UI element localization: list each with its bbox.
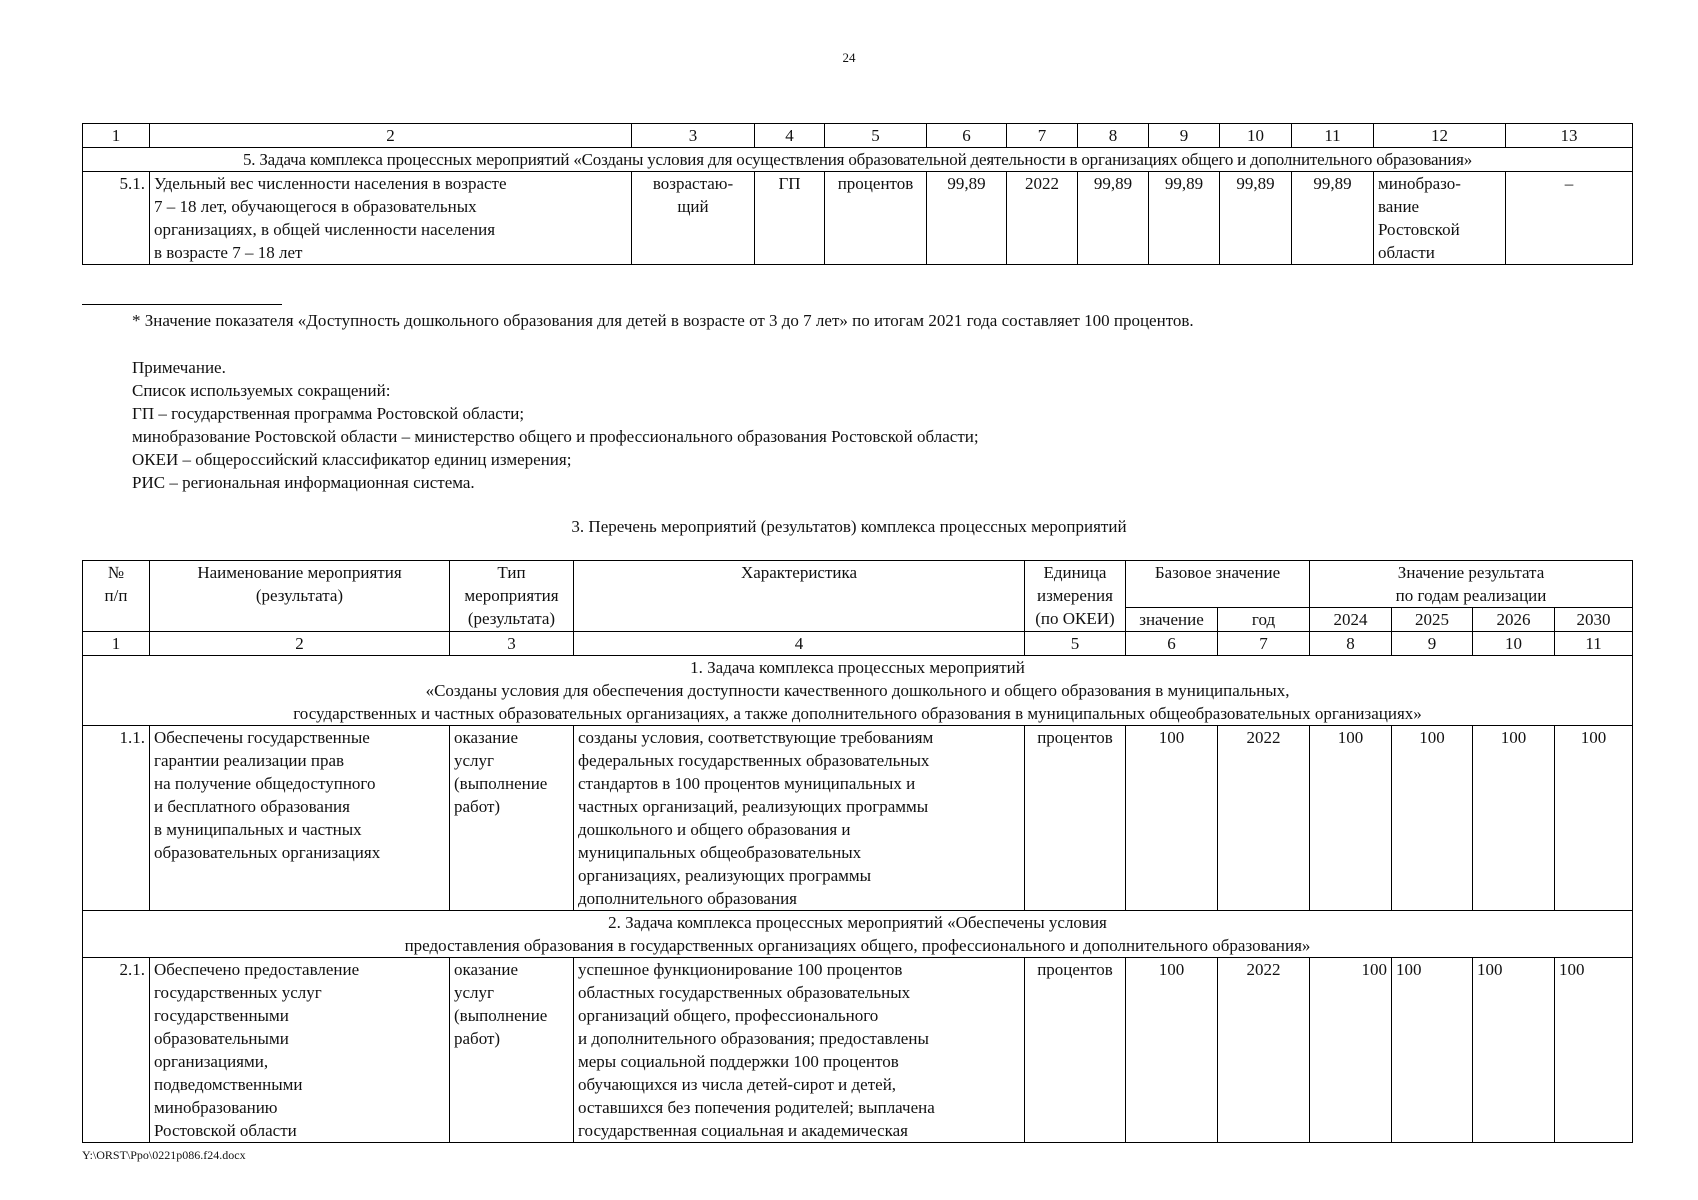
text-line: государственными: [154, 1006, 289, 1025]
text-line: государственных услуг: [154, 983, 322, 1002]
col-number: 6: [1126, 632, 1218, 656]
base-year: 2022: [1218, 726, 1310, 911]
year-value: 100: [1473, 726, 1555, 911]
text-line: государственная социальная и академическая: [578, 1121, 908, 1140]
col-number: 4: [755, 124, 825, 148]
notes-item: ОКЕИ – общероссийский классификатор единиц измерения;: [132, 450, 572, 469]
notes-title: Примечание.: [132, 358, 226, 377]
col-number: 13: [1506, 124, 1633, 148]
text-line: в возрасте 7 – 18 лет: [154, 243, 303, 262]
text-line: на получение общедоступного: [154, 774, 376, 793]
text-line: областных государственных образовательных: [578, 983, 911, 1002]
activity-type: [450, 958, 574, 1143]
col-number: 1: [83, 124, 150, 148]
responsible: [1374, 172, 1506, 265]
text-line: оказание: [454, 960, 519, 979]
base-year: 2022: [1218, 958, 1310, 1143]
link: –: [1506, 172, 1633, 265]
base-value: 100: [1126, 726, 1218, 911]
text-line: муниципальных общеобразовательных: [578, 843, 862, 862]
task-row: [83, 148, 1633, 172]
text-line: образовательными: [154, 1029, 289, 1048]
header-year: 2030: [1555, 608, 1633, 632]
text-line: Ростовской области: [154, 1121, 297, 1140]
text-line: возрастаю-: [652, 174, 734, 193]
table-row: [83, 172, 1633, 265]
activity-type: [450, 726, 574, 911]
unit: процентов: [1025, 726, 1126, 911]
text-line: Наименование мероприятия: [197, 563, 402, 582]
text-line: организациях, в общей численности населения: [154, 220, 496, 239]
col-number: 9: [1392, 632, 1473, 656]
header-year: 2025: [1392, 608, 1473, 632]
indicator-name: [150, 172, 632, 265]
text-line: 1. Задача комплекса процессных мероприятий: [690, 658, 1025, 677]
unit: процентов: [825, 172, 927, 265]
text-line: минобразо-: [1378, 174, 1461, 193]
task-row: [83, 656, 1633, 726]
text-line: работ): [454, 797, 501, 816]
task-row: [83, 911, 1633, 958]
value: 99,89: [1292, 172, 1374, 265]
header-base-year: год: [1218, 608, 1310, 632]
text-line: мероприятия: [464, 586, 559, 605]
col-number: 2: [150, 632, 450, 656]
row-number: 1.1.: [83, 726, 150, 911]
text-line: вание: [1378, 197, 1420, 216]
col-number: 9: [1149, 124, 1220, 148]
header-base: Базовое значение: [1126, 561, 1310, 608]
text-line: минобразованию: [154, 1098, 278, 1117]
header-num: [83, 561, 150, 632]
text-line: гарантии реализации прав: [154, 751, 345, 770]
notes-item: ГП – государственная программа Ростовской области;: [132, 404, 525, 423]
value: 99,89: [1149, 172, 1220, 265]
year-value: 100: [1473, 958, 1555, 1143]
table-row: [83, 726, 1633, 911]
text-line: «Созданы условия для обеспечения доступности качественного дошкольного и общего образования в муниципальных,: [425, 681, 1290, 700]
text-line: услуг: [454, 751, 495, 770]
notes-list-title: Список используемых сокращений:: [132, 381, 391, 400]
header-name: [150, 561, 450, 632]
text-line: и дополнительного образования; предоставлены: [578, 1029, 929, 1048]
header-base-value: значение: [1126, 608, 1218, 632]
col-number: 10: [1473, 632, 1555, 656]
column-numbers-row: [83, 632, 1633, 656]
page-number: 24: [842, 50, 856, 65]
row-number: 5.1.: [83, 172, 150, 265]
notes-item: РИС – региональная информационная система.: [132, 473, 475, 492]
col-number: 6: [927, 124, 1007, 148]
column-numbers-row: [83, 124, 1633, 148]
col-number: 8: [1310, 632, 1392, 656]
text-line: Единица: [1043, 563, 1107, 582]
col-number: 3: [450, 632, 574, 656]
text-line: оказание: [454, 728, 519, 747]
year-value: 100: [1555, 726, 1633, 911]
text-line: работ): [454, 1029, 501, 1048]
text-line: созданы условия, соответствующие требованиям: [578, 728, 934, 747]
indicator-level: ГП: [755, 172, 825, 265]
text-line: Обеспечены государственные: [154, 728, 370, 747]
text-line: 2. Задача комплекса процессных мероприятий «Обеспечены условия: [608, 913, 1107, 932]
col-number: 11: [1292, 124, 1374, 148]
col-number: 3: [632, 124, 755, 148]
notes-item: минобразование Ростовской области – министерство общего и профессионального образования Ростовской области;: [132, 427, 979, 446]
year-value: 100: [1392, 726, 1473, 911]
year-value: 100: [1555, 958, 1633, 1143]
year-value: 100: [1310, 726, 1392, 911]
text-line: Обеспечено предоставление: [154, 960, 360, 979]
year-value: 100: [1310, 958, 1392, 1143]
text-line: (выполнение: [454, 1006, 548, 1025]
text-line: дошкольного и общего образования и: [578, 820, 851, 839]
text-line: (результата): [467, 609, 556, 628]
text-line: обучающихся из числа детей-сирот и детей,: [578, 1075, 897, 1094]
value: 99,89: [1220, 172, 1292, 265]
col-number: 1: [83, 632, 150, 656]
text-line: организациях, реализующих программы: [578, 866, 872, 885]
text-line: подведомственными: [154, 1075, 303, 1094]
text-line: федеральных государственных образовательных: [578, 751, 930, 770]
text-line: Ростовской: [1378, 220, 1460, 239]
header-year: 2026: [1473, 608, 1555, 632]
header-type: [450, 561, 574, 632]
unit: процентов: [1025, 958, 1126, 1143]
activity-name: [150, 726, 450, 911]
col-number: 4: [574, 632, 1025, 656]
text-line: успешное функционирование 100 процентов: [578, 960, 903, 979]
text-line: образовательных организациях: [154, 843, 381, 862]
header-result: [1310, 561, 1633, 608]
text-line: Удельный вес численности населения в возрасте: [154, 174, 507, 193]
col-number: 5: [1025, 632, 1126, 656]
header-row: [83, 561, 1633, 608]
indicator-type: [632, 172, 755, 265]
text-line: и бесплатного образования: [154, 797, 350, 816]
text-line: (результата): [255, 586, 344, 605]
text-line: п/п: [104, 586, 128, 605]
activities-table: [82, 560, 1633, 1143]
header-characteristic: Характеристика: [574, 561, 1025, 632]
col-number: 10: [1220, 124, 1292, 148]
activity-characteristic: [574, 726, 1025, 911]
text-line: оставшихся без попечения родителей; выплачена: [578, 1098, 935, 1117]
header-unit: [1025, 561, 1126, 632]
value: 99,89: [1078, 172, 1149, 265]
col-number: 5: [825, 124, 927, 148]
base-value: 100: [1126, 958, 1218, 1143]
notes: [132, 356, 979, 494]
text-line: организациями,: [154, 1052, 269, 1071]
text-line: стандартов в 100 процентов муниципальных и: [578, 774, 916, 793]
text-line: 7 – 18 лет, обучающегося в образовательных: [154, 197, 477, 216]
text-line: дополнительного образования: [578, 889, 797, 908]
text-line: Значение результата: [1397, 563, 1545, 582]
text-line: щий: [677, 197, 709, 216]
row-number: 2.1.: [83, 958, 150, 1143]
header-year: 2024: [1310, 608, 1392, 632]
col-number: 7: [1007, 124, 1078, 148]
text-line: измерения: [1037, 586, 1113, 605]
text-line: (по ОКЕИ): [1035, 609, 1115, 628]
text-line: меры социальной поддержки 100 процентов: [578, 1052, 899, 1071]
task-title: 5. Задача комплекса процессных мероприятий «Созданы условия для осуществления образовательной деятельности в организациях общего и дополнительного образования»: [83, 148, 1633, 172]
col-number: 7: [1218, 632, 1310, 656]
col-number: 11: [1555, 632, 1633, 656]
activity-characteristic: [574, 958, 1025, 1143]
year-value: 100: [1392, 958, 1473, 1143]
col-number: 12: [1374, 124, 1506, 148]
file-path: Y:\ORST\Ppo\0221p086.f24.docx: [82, 1148, 246, 1162]
text-line: (выполнение: [454, 774, 548, 793]
text-line: государственных и частных образовательных организациях, а также дополнительного образования в муниципальных общеобразовательных организациях»: [293, 704, 1422, 723]
section-title: 3. Перечень мероприятий (результатов) комплекса процессных мероприятий: [571, 517, 1127, 536]
text-line: услуг: [454, 983, 495, 1002]
text-line: Тип: [497, 563, 526, 582]
table-row: [83, 958, 1633, 1143]
col-number: 8: [1078, 124, 1149, 148]
footnote: * Значение показателя «Доступность дошкольного образования для детей в возрасте от 3 до 7 лет» по итогам 2021 года составляет 100 процентов.: [132, 311, 1194, 330]
text-line: организаций общего, профессионального: [578, 1006, 879, 1025]
task-title: [83, 656, 1633, 726]
indicators-table: [82, 123, 1633, 265]
activity-name: [150, 958, 450, 1143]
col-number: 2: [150, 124, 632, 148]
footnote-separator: [82, 304, 282, 305]
task-title: [83, 911, 1633, 958]
text-line: в муниципальных и частных: [154, 820, 362, 839]
base-value: 99,89: [927, 172, 1007, 265]
text-line: области: [1378, 243, 1435, 262]
text-line: предоставления образования в государственных организациях общего, профессионального и дополнительного образования»: [404, 936, 1311, 955]
text-line: №: [107, 563, 125, 582]
base-year: 2022: [1007, 172, 1078, 265]
text-line: по годам реализации: [1395, 586, 1547, 605]
text-line: частных организаций, реализующих программы: [578, 797, 929, 816]
